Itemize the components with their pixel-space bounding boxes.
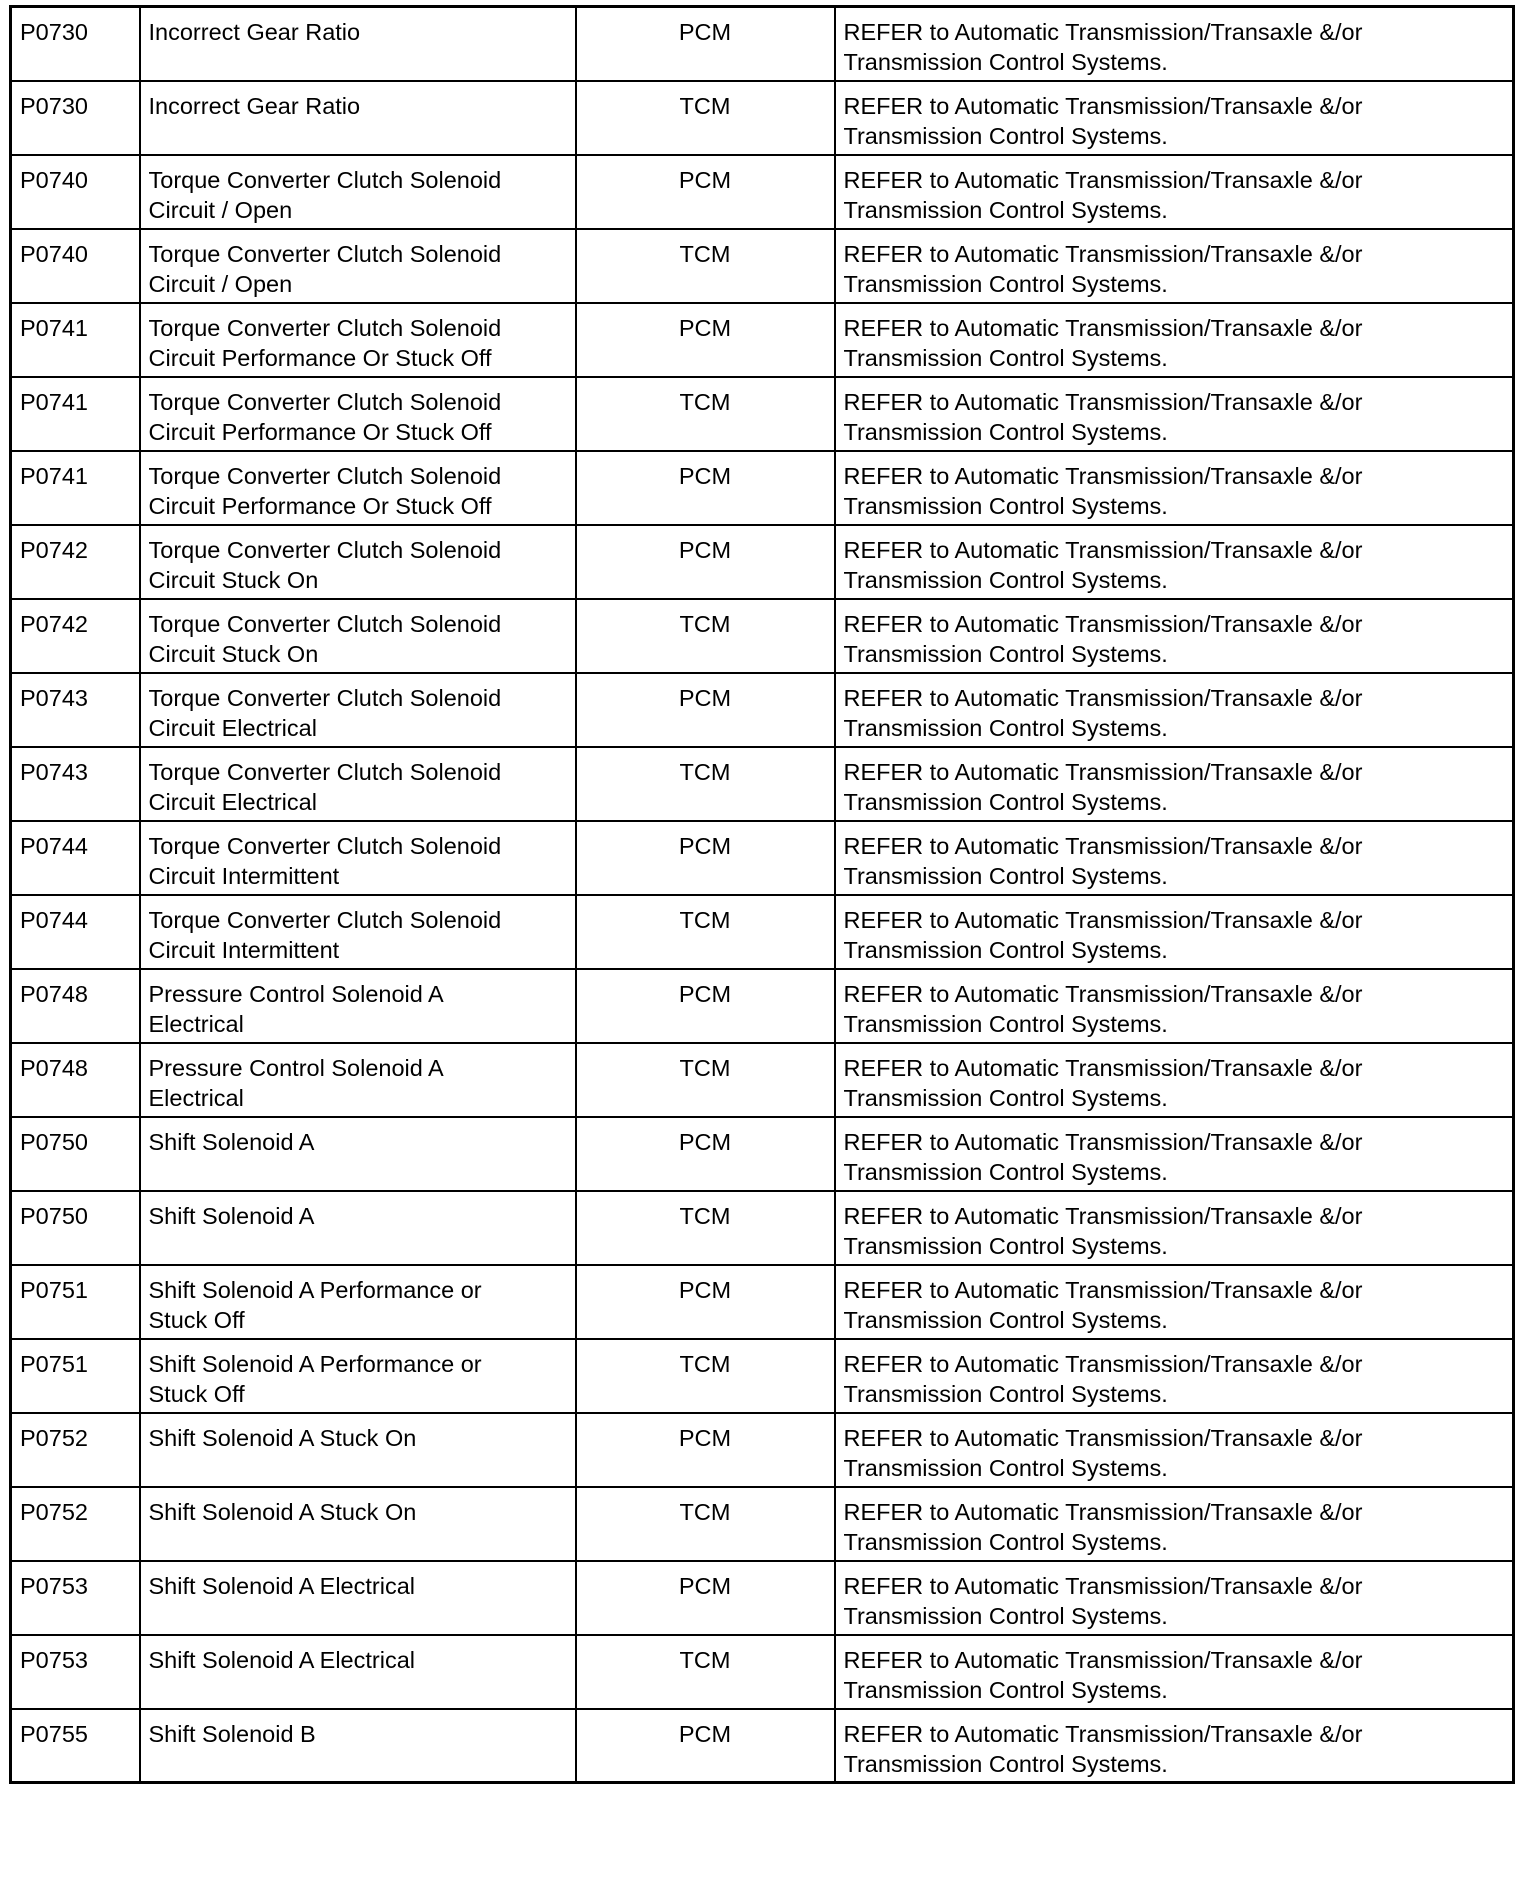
action-line: Transmission Control Systems. (843, 1602, 1168, 1629)
action-line: REFER to Automatic Transmission/Transaxle &/or (843, 536, 1363, 563)
action-line: REFER to Automatic Transmission/Transaxle &/or (843, 166, 1363, 193)
dtc-code-cell: P0743 (11, 747, 140, 821)
dtc-description-cell (140, 1265, 576, 1339)
action-line: REFER to Automatic Transmission/Transaxle &/or (843, 832, 1363, 859)
dtc-code-cell: P0755 (11, 1709, 140, 1783)
action-line: REFER to Automatic Transmission/Transaxle &/or (843, 684, 1363, 711)
action-line: Transmission Control Systems. (843, 418, 1168, 445)
dtc-description-cell (140, 821, 576, 895)
dtc-description-cell (140, 599, 576, 673)
action-line: REFER to Automatic Transmission/Transaxle &/or (843, 1720, 1363, 1747)
description-line: Shift Solenoid A Stuck On (148, 1424, 417, 1451)
action-cell (835, 673, 1514, 747)
description-line: Torque Converter Clutch Solenoid (148, 240, 502, 267)
dtc-description-cell (140, 1413, 576, 1487)
table-row (11, 229, 1514, 303)
dtc-description-cell (140, 525, 576, 599)
description-line: Circuit Electrical (148, 788, 317, 815)
action-line: Transmission Control Systems. (843, 1232, 1168, 1259)
module-cell: PCM (576, 1561, 835, 1635)
action-line: REFER to Automatic Transmission/Transaxle &/or (843, 462, 1363, 489)
module-cell: TCM (576, 1635, 835, 1709)
description-line: Pressure Control Solenoid A (148, 980, 444, 1007)
dtc-code-cell: P0748 (11, 1043, 140, 1117)
dtc-code-cell: P0742 (11, 599, 140, 673)
table-row (11, 1413, 1514, 1487)
action-cell (835, 303, 1514, 377)
module-cell: PCM (576, 155, 835, 229)
description-line: Electrical (148, 1084, 244, 1111)
dtc-description-cell (140, 673, 576, 747)
description-line: Torque Converter Clutch Solenoid (148, 314, 502, 341)
action-line: Transmission Control Systems. (843, 714, 1168, 741)
action-line: REFER to Automatic Transmission/Transaxle &/or (843, 980, 1363, 1007)
dtc-description-cell (140, 969, 576, 1043)
dtc-code-cell: P0744 (11, 821, 140, 895)
description-line: Circuit Electrical (148, 714, 317, 741)
action-line: REFER to Automatic Transmission/Transaxle &/or (843, 1572, 1363, 1599)
description-line: Electrical (148, 1010, 244, 1037)
table-row (11, 155, 1514, 229)
dtc-code-cell: P0748 (11, 969, 140, 1043)
action-line: REFER to Automatic Transmission/Transaxle &/or (843, 1646, 1363, 1673)
action-line: Transmission Control Systems. (843, 640, 1168, 667)
dtc-description-cell (140, 1561, 576, 1635)
action-cell (835, 1339, 1514, 1413)
action-line: REFER to Automatic Transmission/Transaxle &/or (843, 388, 1363, 415)
action-cell (835, 599, 1514, 673)
action-line: Transmission Control Systems. (843, 1454, 1168, 1481)
description-line: Stuck Off (148, 1306, 245, 1333)
dtc-code-cell: P0752 (11, 1413, 140, 1487)
dtc-table-body (11, 7, 1514, 1783)
table-row (11, 525, 1514, 599)
action-cell (835, 1709, 1514, 1783)
description-line: Circuit Stuck On (148, 566, 319, 593)
dtc-description-cell (140, 377, 576, 451)
action-line: Transmission Control Systems. (843, 492, 1168, 519)
action-line: REFER to Automatic Transmission/Transaxle &/or (843, 1424, 1363, 1451)
module-cell: PCM (576, 1709, 835, 1783)
table-row (11, 821, 1514, 895)
description-line: Pressure Control Solenoid A (148, 1054, 444, 1081)
description-line: Torque Converter Clutch Solenoid (148, 166, 502, 193)
dtc-description-cell (140, 1117, 576, 1191)
table-row (11, 451, 1514, 525)
action-line: REFER to Automatic Transmission/Transaxle &/or (843, 1054, 1363, 1081)
dtc-description-cell (140, 895, 576, 969)
dtc-description-cell (140, 229, 576, 303)
action-cell (835, 1635, 1514, 1709)
description-line: Circuit Intermittent (148, 862, 340, 889)
action-line: Transmission Control Systems. (843, 1084, 1168, 1111)
table-row (11, 895, 1514, 969)
description-line: Incorrect Gear Ratio (148, 92, 361, 119)
action-cell (835, 451, 1514, 525)
dtc-description-cell (140, 1709, 576, 1783)
module-cell: PCM (576, 1117, 835, 1191)
action-line: REFER to Automatic Transmission/Transaxle &/or (843, 1498, 1363, 1525)
dtc-description-cell (140, 7, 576, 81)
module-cell: PCM (576, 821, 835, 895)
action-cell (835, 7, 1514, 81)
action-line: REFER to Automatic Transmission/Transaxle &/or (843, 19, 1363, 45)
table-row (11, 1265, 1514, 1339)
description-line: Shift Solenoid B (148, 1720, 316, 1747)
action-line: REFER to Automatic Transmission/Transaxle &/or (843, 758, 1363, 785)
table-row (11, 1043, 1514, 1117)
dtc-code-cell: P0740 (11, 155, 140, 229)
description-line: Torque Converter Clutch Solenoid (148, 462, 502, 489)
action-line: Transmission Control Systems. (843, 122, 1168, 149)
dtc-code-cell: P0751 (11, 1339, 140, 1413)
module-cell: TCM (576, 229, 835, 303)
description-line: Shift Solenoid A Electrical (148, 1646, 415, 1673)
dtc-description-cell (140, 1339, 576, 1413)
description-line: Circuit / Open (148, 196, 293, 223)
action-line: REFER to Automatic Transmission/Transaxle &/or (843, 92, 1363, 119)
action-line: Transmission Control Systems. (843, 196, 1168, 223)
dtc-description-cell (140, 1191, 576, 1265)
description-line: Circuit Performance Or Stuck Off (148, 344, 492, 371)
module-cell: PCM (576, 7, 835, 81)
action-cell (835, 1561, 1514, 1635)
action-line: Transmission Control Systems. (843, 1380, 1168, 1407)
description-line: Circuit / Open (148, 270, 293, 297)
module-cell: PCM (576, 1265, 835, 1339)
action-line: REFER to Automatic Transmission/Transaxle &/or (843, 610, 1363, 637)
dtc-description-cell (140, 1487, 576, 1561)
dtc-code-cell: P0730 (11, 7, 140, 81)
dtc-table (9, 5, 1515, 1784)
document-page (9, 5, 1512, 1784)
action-line: REFER to Automatic Transmission/Transaxle &/or (843, 1350, 1363, 1377)
dtc-code-cell: P0751 (11, 1265, 140, 1339)
module-cell: TCM (576, 1339, 835, 1413)
dtc-description-cell (140, 155, 576, 229)
module-cell: PCM (576, 303, 835, 377)
action-line: Transmission Control Systems. (843, 566, 1168, 593)
dtc-code-cell: P0741 (11, 377, 140, 451)
dtc-code-cell: P0741 (11, 303, 140, 377)
action-cell (835, 1117, 1514, 1191)
module-cell: TCM (576, 1043, 835, 1117)
module-cell: PCM (576, 673, 835, 747)
table-row (11, 1635, 1514, 1709)
table-row (11, 7, 1514, 81)
description-line: Torque Converter Clutch Solenoid (148, 388, 502, 415)
action-line: Transmission Control Systems. (843, 270, 1168, 297)
action-line: REFER to Automatic Transmission/Transaxle &/or (843, 906, 1363, 933)
dtc-description-cell (140, 1635, 576, 1709)
description-line: Circuit Performance Or Stuck Off (148, 418, 492, 445)
description-line: Torque Converter Clutch Solenoid (148, 758, 502, 785)
module-cell: PCM (576, 525, 835, 599)
dtc-code-cell: P0743 (11, 673, 140, 747)
dtc-code-cell: P0753 (11, 1561, 140, 1635)
action-cell (835, 155, 1514, 229)
action-line: Transmission Control Systems. (843, 1676, 1168, 1703)
action-cell (835, 81, 1514, 155)
module-cell: PCM (576, 1413, 835, 1487)
table-row (11, 673, 1514, 747)
table-row (11, 377, 1514, 451)
description-line: Torque Converter Clutch Solenoid (148, 610, 502, 637)
description-line: Shift Solenoid A Performance or (148, 1350, 482, 1377)
table-row (11, 81, 1514, 155)
dtc-code-cell: P0750 (11, 1117, 140, 1191)
module-cell: PCM (576, 969, 835, 1043)
action-line: REFER to Automatic Transmission/Transaxle &/or (843, 1276, 1363, 1303)
table-row (11, 1561, 1514, 1635)
table-row (11, 969, 1514, 1043)
description-line: Shift Solenoid A Performance or (148, 1276, 482, 1303)
module-cell: TCM (576, 377, 835, 451)
action-cell (835, 1413, 1514, 1487)
action-cell (835, 1043, 1514, 1117)
module-cell: TCM (576, 747, 835, 821)
description-line: Stuck Off (148, 1380, 245, 1407)
action-line: Transmission Control Systems. (843, 936, 1168, 963)
action-line: REFER to Automatic Transmission/Transaxle &/or (843, 1202, 1363, 1229)
action-line: Transmission Control Systems. (843, 788, 1168, 815)
description-line: Shift Solenoid A (148, 1128, 315, 1155)
action-cell (835, 1191, 1514, 1265)
action-cell (835, 969, 1514, 1043)
action-cell (835, 895, 1514, 969)
dtc-code-cell: P0752 (11, 1487, 140, 1561)
dtc-code-cell: P0741 (11, 451, 140, 525)
description-line: Incorrect Gear Ratio (148, 19, 361, 45)
module-cell: TCM (576, 1487, 835, 1561)
table-row (11, 747, 1514, 821)
action-line: Transmission Control Systems. (843, 862, 1168, 889)
action-line: REFER to Automatic Transmission/Transaxle &/or (843, 240, 1363, 267)
dtc-description-cell (140, 303, 576, 377)
table-row (11, 599, 1514, 673)
description-line: Shift Solenoid A Stuck On (148, 1498, 417, 1525)
module-cell: TCM (576, 81, 835, 155)
dtc-code-cell: P0740 (11, 229, 140, 303)
action-cell (835, 525, 1514, 599)
dtc-description-cell (140, 747, 576, 821)
action-cell (835, 229, 1514, 303)
action-line: Transmission Control Systems. (843, 1306, 1168, 1333)
action-line: Transmission Control Systems. (843, 344, 1168, 371)
action-cell (835, 747, 1514, 821)
action-line: Transmission Control Systems. (843, 1750, 1168, 1777)
action-line: Transmission Control Systems. (843, 1010, 1168, 1037)
dtc-description-cell (140, 451, 576, 525)
action-line: REFER to Automatic Transmission/Transaxle &/or (843, 1128, 1363, 1155)
action-cell (835, 821, 1514, 895)
dtc-code-cell: P0753 (11, 1635, 140, 1709)
description-line: Circuit Intermittent (148, 936, 340, 963)
module-cell: PCM (576, 451, 835, 525)
description-line: Shift Solenoid A (148, 1202, 315, 1229)
module-cell: TCM (576, 895, 835, 969)
module-cell: TCM (576, 1191, 835, 1265)
description-line: Torque Converter Clutch Solenoid (148, 684, 502, 711)
table-row (11, 1117, 1514, 1191)
table-row (11, 1191, 1514, 1265)
description-line: Torque Converter Clutch Solenoid (148, 832, 502, 859)
action-line: Transmission Control Systems. (843, 49, 1168, 75)
dtc-code-cell: P0750 (11, 1191, 140, 1265)
action-line: Transmission Control Systems. (843, 1158, 1168, 1185)
action-line: Transmission Control Systems. (843, 1528, 1168, 1555)
description-line: Circuit Stuck On (148, 640, 319, 667)
action-cell (835, 377, 1514, 451)
description-line: Shift Solenoid A Electrical (148, 1572, 415, 1599)
table-row (11, 1339, 1514, 1413)
dtc-description-cell (140, 81, 576, 155)
dtc-description-cell (140, 1043, 576, 1117)
description-line: Torque Converter Clutch Solenoid (148, 536, 502, 563)
action-cell (835, 1265, 1514, 1339)
dtc-code-cell: P0742 (11, 525, 140, 599)
dtc-code-cell: P0744 (11, 895, 140, 969)
dtc-code-cell: P0730 (11, 81, 140, 155)
table-row (11, 1487, 1514, 1561)
table-row (11, 1709, 1514, 1783)
module-cell: TCM (576, 599, 835, 673)
action-cell (835, 1487, 1514, 1561)
description-line: Circuit Performance Or Stuck Off (148, 492, 492, 519)
action-line: REFER to Automatic Transmission/Transaxle &/or (843, 314, 1363, 341)
description-line: Torque Converter Clutch Solenoid (148, 906, 502, 933)
table-row (11, 303, 1514, 377)
